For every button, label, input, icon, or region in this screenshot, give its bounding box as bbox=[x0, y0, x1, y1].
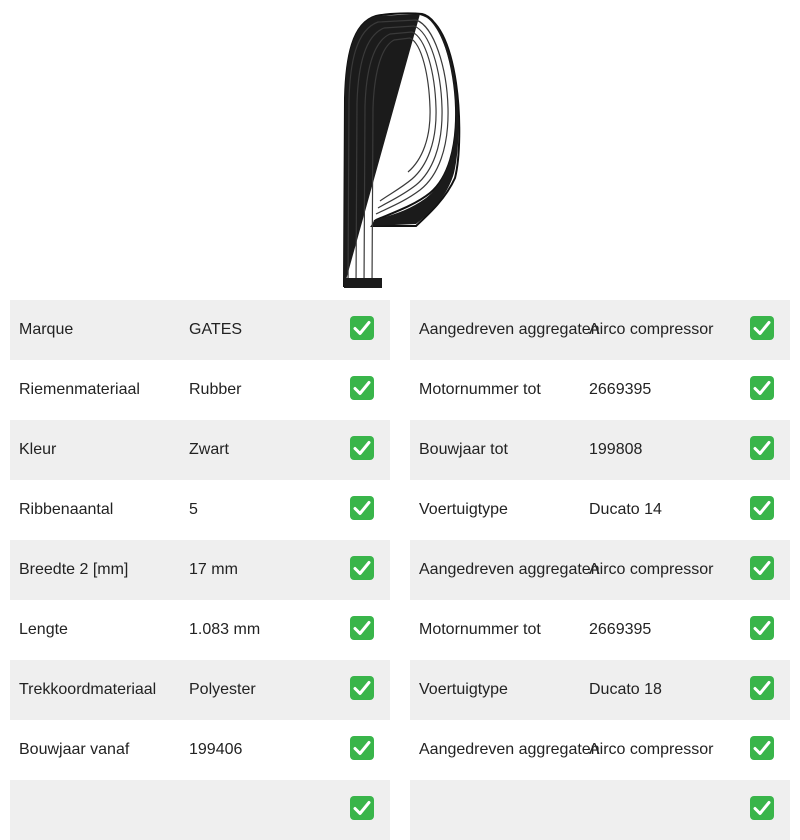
spec-row bbox=[10, 720, 390, 780]
spec-label: Voertuigtype bbox=[419, 501, 508, 518]
belt-product-image bbox=[330, 8, 470, 290]
spec-row bbox=[10, 300, 390, 360]
spec-label: Trekkoordmateriaal bbox=[19, 681, 157, 698]
spec-row bbox=[410, 300, 790, 360]
spec-label: Breedte 2 [mm] bbox=[19, 561, 129, 578]
spec-value: 2669395 bbox=[589, 621, 652, 638]
spec-row bbox=[10, 360, 390, 420]
spec-label: Aangedreven aggregaten bbox=[419, 561, 600, 578]
spec-value: 17 mm bbox=[189, 561, 238, 578]
spec-row bbox=[410, 720, 790, 780]
spec-row bbox=[10, 780, 390, 840]
check-mark-icon bbox=[350, 676, 374, 700]
check-mark-icon bbox=[750, 376, 774, 400]
spec-label: Voertuigtype bbox=[419, 681, 508, 698]
check-mark-icon bbox=[750, 736, 774, 760]
spec-label: Aangedreven aggregaten bbox=[419, 741, 600, 758]
spec-row bbox=[410, 540, 790, 600]
spec-value: Zwart bbox=[189, 441, 229, 458]
spec-label: Aangedreven aggregaten bbox=[419, 321, 600, 338]
spec-label: Motornummer tot bbox=[419, 381, 541, 398]
spec-value: Airco compressor bbox=[589, 741, 714, 758]
check-mark-icon bbox=[350, 376, 374, 400]
spec-label: Bouwjaar tot bbox=[419, 441, 508, 458]
check-mark-icon bbox=[350, 316, 374, 340]
spec-value: GATES bbox=[189, 321, 243, 338]
check-mark-icon bbox=[350, 436, 374, 460]
spec-row bbox=[10, 420, 390, 480]
spec-value: Airco compressor bbox=[589, 321, 714, 338]
spec-row bbox=[10, 540, 390, 600]
spec-value: Airco compressor bbox=[589, 561, 714, 578]
check-mark-icon bbox=[750, 616, 774, 640]
check-mark-icon bbox=[350, 556, 374, 580]
spec-label: Motornummer tot bbox=[419, 621, 541, 638]
check-mark-icon bbox=[750, 496, 774, 520]
spec-value: 199406 bbox=[189, 741, 243, 758]
spec-label: Kleur bbox=[19, 441, 57, 458]
spec-label: Lengte bbox=[19, 621, 68, 638]
spec-label: Bouwjaar vanaf bbox=[19, 741, 130, 758]
spec-value: 2669395 bbox=[589, 381, 652, 398]
spec-value: 1.083 mm bbox=[189, 621, 261, 638]
check-mark-icon bbox=[350, 616, 374, 640]
check-mark-icon bbox=[750, 316, 774, 340]
check-mark-icon bbox=[350, 496, 374, 520]
spec-label: Ribbenaantal bbox=[19, 501, 114, 518]
spec-row bbox=[410, 420, 790, 480]
spec-value: Polyester bbox=[189, 681, 256, 698]
spec-value: 5 bbox=[189, 501, 198, 518]
spec-row bbox=[10, 660, 390, 720]
spec-row bbox=[410, 600, 790, 660]
spec-value: 199808 bbox=[589, 441, 643, 458]
spec-label: Riemenmateriaal bbox=[19, 381, 140, 398]
spec-row bbox=[410, 780, 790, 840]
check-mark-icon bbox=[750, 676, 774, 700]
spec-row bbox=[10, 480, 390, 540]
spec-label: Marque bbox=[19, 321, 74, 338]
spec-row bbox=[410, 660, 790, 720]
check-mark-icon bbox=[750, 556, 774, 580]
spec-row bbox=[410, 480, 790, 540]
right-spec-table bbox=[410, 300, 790, 840]
spec-value: Rubber bbox=[189, 381, 242, 398]
spec-row bbox=[10, 600, 390, 660]
left-spec-table bbox=[10, 300, 390, 840]
spec-value: Ducato 14 bbox=[589, 501, 662, 518]
spec-value: Ducato 18 bbox=[589, 681, 662, 698]
check-mark-icon bbox=[350, 736, 374, 760]
check-mark-icon bbox=[750, 436, 774, 460]
spec-row bbox=[410, 360, 790, 420]
